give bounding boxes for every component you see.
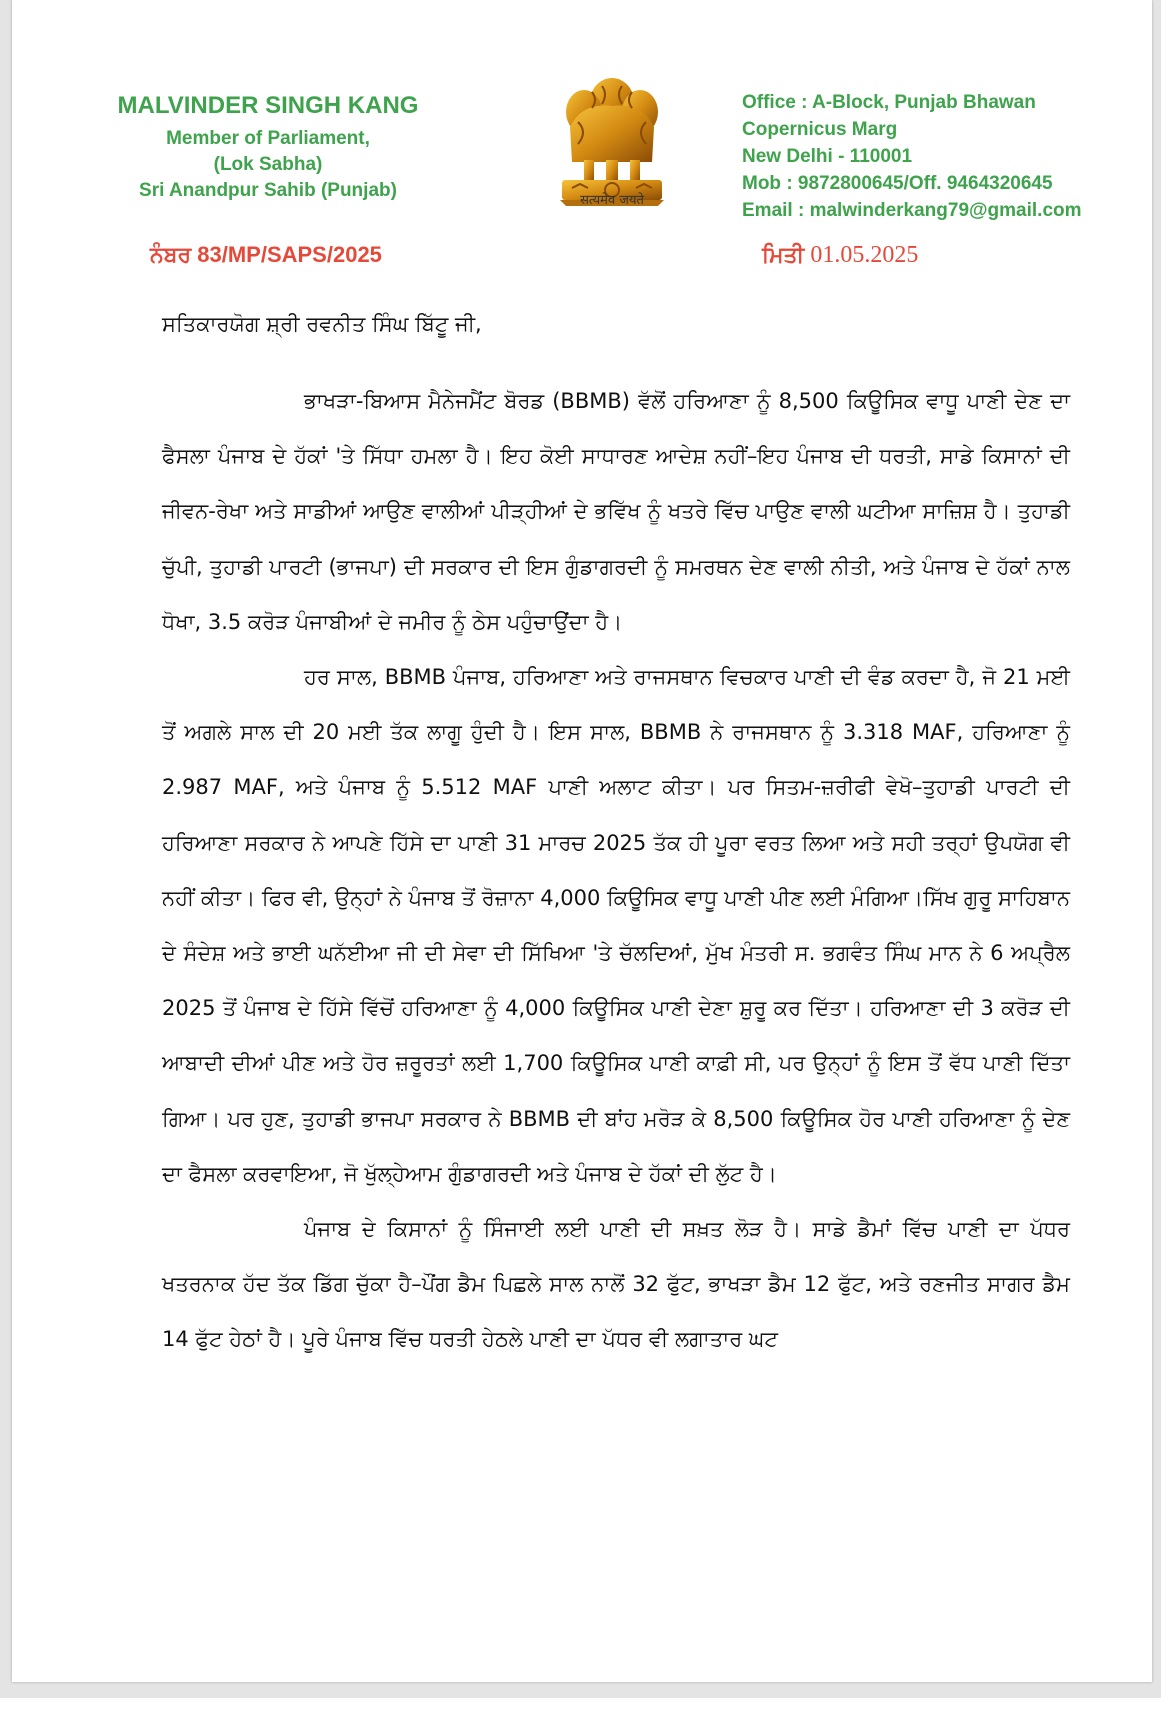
- reference-number: [150, 242, 382, 268]
- office-address-line: Office : A-Block, Punjab Bhawan: [742, 92, 1036, 113]
- office-address-line: New Delhi - 110001: [742, 146, 913, 167]
- letter-body: [162, 374, 1070, 1368]
- reference-date-value: 01.05.2025: [810, 242, 919, 268]
- reference-number-value: 83/MP/SAPS/2025: [197, 242, 382, 267]
- reference-date: [762, 242, 918, 269]
- office-phone-line: Mob : 9872800645/Off. 9464320645: [742, 173, 1053, 194]
- office-email-line: Email : malwinderkang79@gmail.com: [742, 200, 1082, 221]
- mp-name: MALVINDER SINGH KANG: [117, 92, 419, 119]
- salutation: ਸਤਿਕਾਰਯੋਗ ਸ਼੍ਰੀ ਰਵਨੀਤ ਸਿੰਘ ਬਿੱਟੂ ਜੀ,: [162, 312, 482, 336]
- mp-house: (Lok Sabha): [213, 154, 323, 175]
- letter-page: [12, 0, 1152, 1682]
- mp-constituency: Sri Anandpur Sahib (Punjab): [139, 180, 397, 201]
- paragraph: ਹਰ ਸਾਲ, BBMB ਪੰਜਾਬ, ਹਰਿਆਣਾ ਅਤੇ ਰਾਜਸਥਾਨ ਵਿਚਕਾਰ ਪਾਣੀ ਦੀ ਵੰਡ ਕਰਦਾ ਹੈ, ਜੋ 21 ਮਈ ਤੋਂ ਅਗਲੇ ਸਾਲ ਦੀ 20 ਮਈ ਤੱਕ ਲਾਗੂ ਹੁੰਦੀ ਹੈ। ਇਸ ਸਾਲ, BBMB ਨੇ ਰਾਜਸਥਾਨ ਨੂੰ 3.318 MAF, ਹਰਿਆਣਾ ਨੂੰ 2.987 MAF, ਅਤੇ ਪੰਜਾਬ ਨੂੰ 5.512 MAF ਪਾਣੀ ਅਲਾਟ ਕੀਤਾ। ਪਰ ਸਿਤਮ-ਜ਼ਰੀਫੀ ਵੇਖੋ–ਤੁਹਾਡੀ ਪਾਰਟੀ ਦੀ ਹਰਿਆਣਾ ਸਰਕਾਰ ਨੇ ਆਪਣੇ ਹਿੱਸੇ ਦਾ ਪਾਣੀ 31 ਮਾਰਚ 2025 ਤੱਕ ਹੀ ਪੂਰਾ ਵਰਤ ਲਿਆ ਅਤੇ ਸਹੀ ਤਰ੍ਹਾਂ ਉਪਯੋਗ ਵੀ ਨਹੀਂ ਕੀਤਾ। ਫਿਰ ਵੀ, ਉਨ੍ਹਾਂ ਨੇ ਪੰਜਾਬ ਤੋਂ ਰੋਜ਼ਾਨਾ 4,000 ਕਿਊਸਿਕ ਵਾਧੂ ਪਾਣੀ ਪੀਣ ਲਈ ਮੰਗਿਆ।ਸਿੱਖ ਗੁਰੂ ਸਾਹਿਬਾਨ ਦੇ ਸੰਦੇਸ਼ ਅਤੇ ਭਾਈ ਘਨੱਈਆ ਜੀ ਦੀ ਸੇਵਾ ਦੀ ਸਿੱਖਿਆ 'ਤੇ ਚੱਲਦਿਆਂ, ਮੁੱਖ ਮੰਤਰੀ ਸ. ਭਗਵੰਤ ਸਿੰਘ ਮਾਨ ਨੇ 6 ਅਪ੍ਰੈਲ 2025 ਤੋਂ ਪੰਜਾਬ ਦੇ ਹਿੱਸੇ ਵਿੱਚੋਂ ਹਰਿਆਣਾ ਨੂੰ 4,000 ਕਿਊਸਿਕ ਪਾਣੀ ਦੇਣਾ ਸ਼ੁਰੂ ਕਰ ਦਿੱਤਾ। ਹਰਿਆਣਾ ਦੀ 3 ਕਰੋੜ ਦੀ ਆਬਾਦੀ ਦੀਆਂ ਪੀਣ ਅਤੇ ਹੋਰ ਜ਼ਰੂਰਤਾਂ ਲਈ 1,700 ਕਿਊਸਿਕ ਪਾਣੀ ਕਾਫ਼ੀ ਸੀ, ਪਰ ਉਨ੍ਹਾਂ ਨੂੰ ਇਸ ਤੋਂ ਵੱਧ ਪਾਣੀ ਦਿੱਤਾ ਗਿਆ। ਪਰ ਹੁਣ, ਤੁਹਾਡੀ ਭਾਜਪਾ ਸਰਕਾਰ ਨੇ BBMB ਦੀ ਬਾਂਹ ਮਰੋੜ ਕੇ 8,500 ਕਿਊਸਿਕ ਹੋਰ ਪਾਣੀ ਹਰਿਆਣਾ ਨੂੰ ਦੇਣ ਦਾ ਫੈਸਲਾ ਕਰਵਾਇਆ, ਜੋ ਖੁੱਲ੍ਹੇਆਮ ਗੁੰਡਾਗਰਦੀ ਅਤੇ ਪੰਜਾਬ ਦੇ ਹੱਕਾਂ ਦੀ ਲੁੱਟ ਹੈ।: [162, 665, 1071, 1186]
- office-address-line: Copernicus Marg: [742, 119, 898, 140]
- paragraph: ਭਾਖੜਾ-ਬਿਆਸ ਮੈਨੇਜਮੈਂਟ ਬੋਰਡ (BBMB) ਵੱਲੋਂ ਹਰਿਆਣਾ ਨੂੰ 8,500 ਕਿਊਸਿਕ ਵਾਧੂ ਪਾਣੀ ਦੇਣ ਦਾ ਫੈਸਲਾ ਪੰਜਾਬ ਦੇ ਹੱਕਾਂ 'ਤੇ ਸਿੱਧਾ ਹਮਲਾ ਹੈ। ਇਹ ਕੋਈ ਸਾਧਾਰਣ ਆਦੇਸ਼ ਨਹੀਂ–ਇਹ ਪੰਜਾਬ ਦੀ ਧਰਤੀ, ਸਾਡੇ ਕਿਸਾਨਾਂ ਦੀ ਜੀਵਨ-ਰੇਖਾ ਅਤੇ ਸਾਡੀਆਂ ਆਉਣ ਵਾਲੀਆਂ ਪੀੜ੍ਹੀਆਂ ਦੇ ਭਵਿੱਖ ਨੂੰ ਖਤਰੇ ਵਿੱਚ ਪਾਉਣ ਵਾਲੀ ਘਟੀਆ ਸਾਜ਼ਿਸ਼ ਹੈ। ਤੁਹਾਡੀ ਚੁੱਪੀ, ਤੁਹਾਡੀ ਪਾਰਟੀ (ਭਾਜਪਾ) ਦੀ ਸਰਕਾਰ ਦੀ ਇਸ ਗੁੰਡਾਗਰਦੀ ਨੂੰ ਸਮਰਥਨ ਦੇਣ ਵਾਲੀ ਨੀਤੀ, ਅਤੇ ਪੰਜਾਬ ਦੇ ਹੱਕਾਂ ਨਾਲ ਧੋਖਾ, 3.5 ਕਰੋੜ ਪੰਜਾਬੀਆਂ ਦੇ ਜਮੀਰ ਨੂੰ ਠੇਸ ਪਹੁੰਚਾਉਂਦਾ ਹੈ।: [162, 389, 1070, 634]
- next-page-edge: [0, 1698, 1161, 1713]
- emblem-motto: सत्यमेव जयते: [580, 193, 644, 208]
- mp-designation: Member of Parliament,: [166, 128, 370, 149]
- reference-number-label: ਨੰਬਰ: [150, 243, 192, 268]
- reference-date-label: ਮਿਤੀ: [762, 243, 805, 268]
- paragraph: ਪੰਜਾਬ ਦੇ ਕਿਸਾਨਾਂ ਨੂੰ ਸਿੰਜਾਈ ਲਈ ਪਾਣੀ ਦੀ ਸਖ਼ਤ ਲੋੜ ਹੈ। ਸਾਡੇ ਡੈਮਾਂ ਵਿੱਚ ਪਾਣੀ ਦਾ ਪੱਧਰ ਖਤਰਨਾਕ ਹੱਦ ਤੱਕ ਡਿੱਗ ਚੁੱਕਾ ਹੈ–ਪੌਂਗ ਡੈਮ ਪਿਛਲੇ ਸਾਲ ਨਾਲੋਂ 32 ਫੁੱਟ, ਭਾਖੜਾ ਡੈਮ 12 ਫੁੱਟ, ਅਤੇ ਰਣਜੀਤ ਸਾਗਰ ਡੈਮ 14 ਫੁੱਟ ਹੇਠਾਂ ਹੈ। ਪੂਰੇ ਪੰਜਾਬ ਵਿੱਚ ਧਰਤੀ ਹੇਠਲੇ ਪਾਣੀ ਦਾ ਪੱਧਰ ਵੀ ਲਗਾਤਾਰ ਘਟ: [162, 1217, 1070, 1352]
